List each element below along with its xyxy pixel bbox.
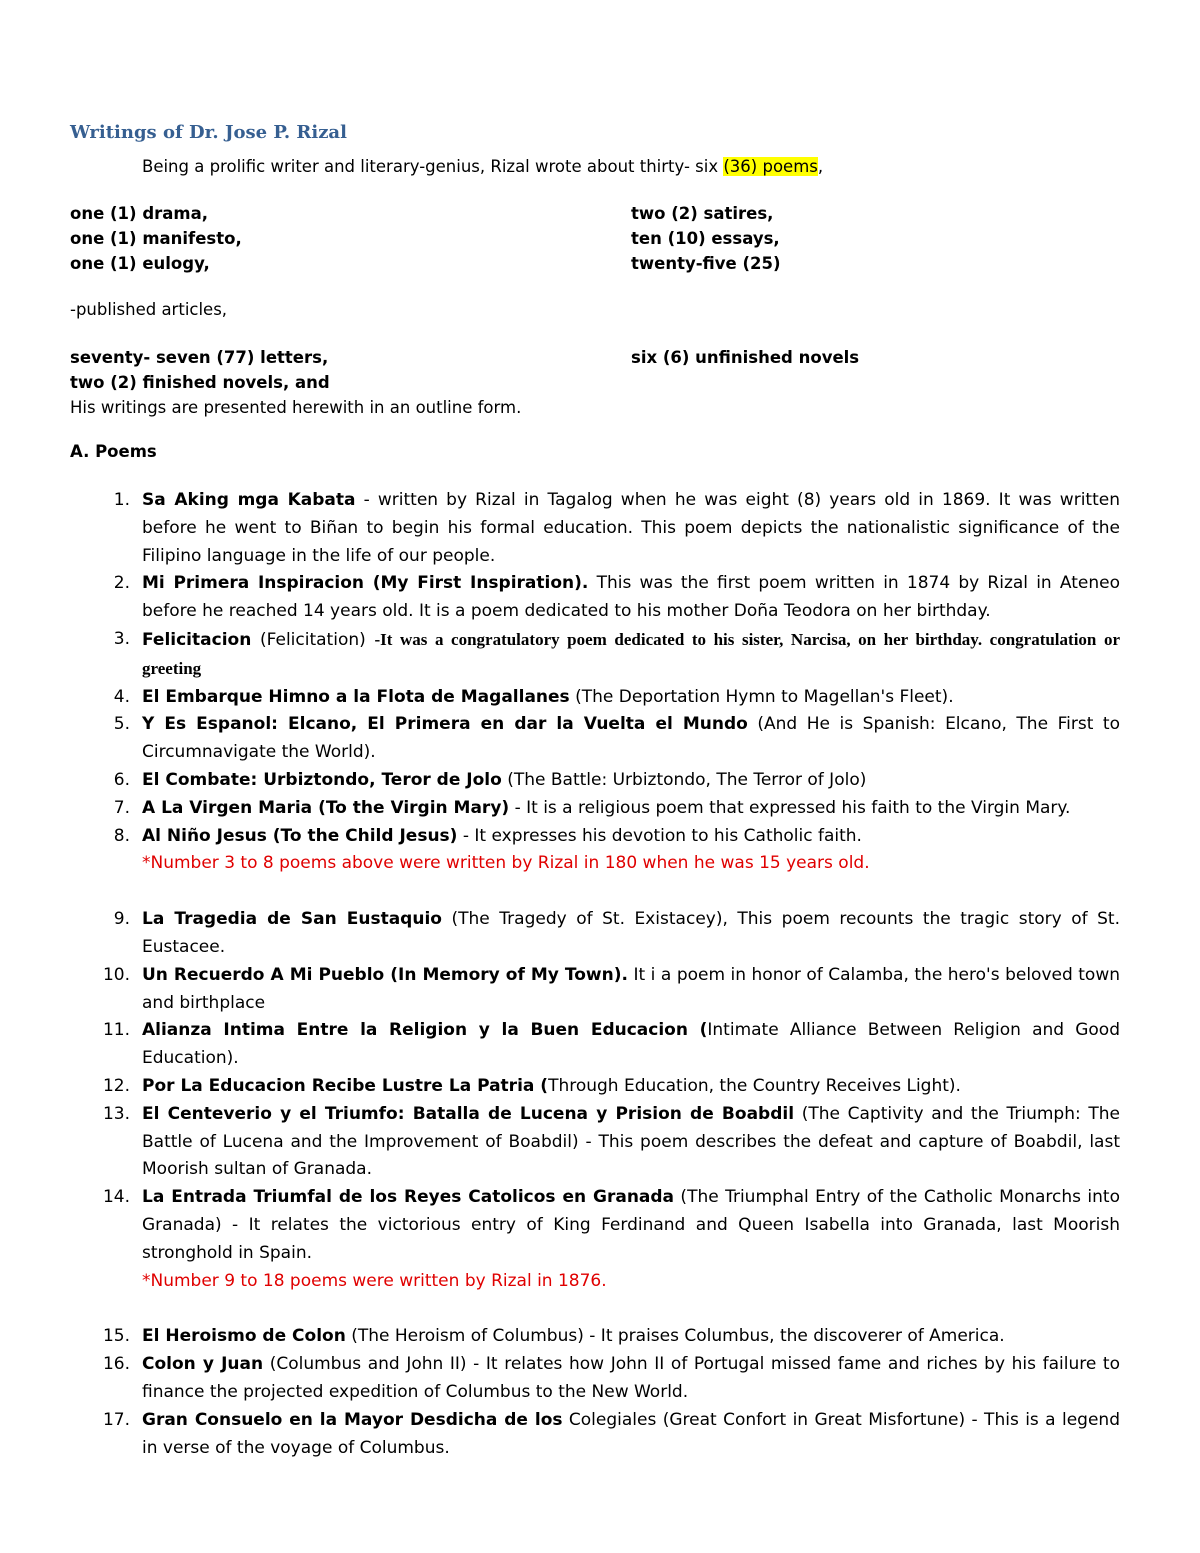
poem-desc: Through Education, the Country Receives Light). <box>548 1075 961 1096</box>
red-note: *Number 9 to 18 poems were written by Rizal in 1876. <box>142 1270 607 1291</box>
poem-title: Al Niño Jesus (To the Child Jesus) <box>142 825 458 846</box>
poem-title: El Heroismo de Colon <box>142 1326 346 1347</box>
poem-desc: (Felicitation) <box>251 629 375 650</box>
work-item: six (6) unfinished novels <box>631 348 860 367</box>
outline-note: His writings are presented herewith in an outline form. <box>70 398 522 417</box>
poem-desc: Intimate Alliance Between Religion and Good Education). <box>142 1020 1120 1069</box>
poem-title: Sa Aking mga Kabata <box>142 490 356 510</box>
poem-title: Felicitacion <box>142 629 252 650</box>
poem-desc: (The Deportation Hymn to Magellan's Fleet). <box>569 686 954 707</box>
poem-title: Un Recuerdo A Mi Pueblo (In Memory of My Town). <box>142 964 628 985</box>
works2-left-column <box>70 345 521 420</box>
poem-title: Gran Consuelo en la Mayor Desdicha de los <box>142 1409 563 1430</box>
poem-desc: (The Captivity and the Triumph: The Battle of Lucena and the Improvement of Boabdil) - This poem describes the defeat and capture of Boabdil, last Moorish sultan of Granada. <box>142 1103 1121 1180</box>
poem-desc: (Columbus and John II) - It relates how John II of Portugal missed fame and riches by his failure to finance the projected expedition of Columbus to the New World. <box>142 1354 1120 1402</box>
list-item: 2. Mi Primera Inspiracion (My First Inspiration). This was the first poem written in 1874 by Rizal in Ateneo before he reached 14 years old. It is a poem dedicated to his mother Doña Teodora on her birthday. <box>113 573 1120 622</box>
poem-desc: (The Triumphal Entry of the Catholic Monarchs into Granada) - It relates the victorious entry of King Ferdinand and Queen Isabella into Granada, last Moorish stronghold in Spain. <box>142 1187 1120 1263</box>
poem-desc-bold: -It was a congratulatory poem dedicated to his sister, Narcisa, on her birthday. congratulation or greeting <box>142 629 1120 678</box>
works2-right-column <box>631 345 859 370</box>
work-item: one (1) manifesto, <box>70 229 242 248</box>
list-item: 17. Gran Consuelo en la Mayor Desdicha de los Colegiales (Great Confort in Great Misfortune) - This is a legend in verse of the voyage of Columbus. <box>102 1409 1120 1458</box>
list-item: 15. El Heroismo de Colon (The Heroism of Columbus) - It praises Columbus, the discoverer of America. <box>102 1326 1005 1347</box>
list-item: 13. El Centeverio y el Triumfo: Batalla de Lucena y Prision de Boabdil (The Captivity and the Triumph: The Battle of Lucena and the Improvement of Boabdil) - This poem describes the defeat and capture of Boabdil, last Moorish sultan of Granada. <box>102 1103 1121 1180</box>
poem-desc: - It expresses his devotion to his Catholic faith. <box>457 825 862 846</box>
poem-desc: This was the first poem written in 1874 by Rizal in Ateneo before he reached 14 years old. It is a poem dedicated to his mother Doña Teodora on her birthday. <box>142 573 1120 622</box>
highlighted-poems: (36) poems <box>723 157 818 176</box>
poem-title: Alianza Intima Entre la Religion y la Buen Educacion ( <box>142 1020 708 1041</box>
published-articles: -published articles, <box>70 300 228 319</box>
list-item: 1. Sa Aking mga Kabata - written by Rizal in Tagalog when he was eight (8) years old in 1869. It was written before he went to Biñan to begin his formal education. This poem depicts the nationalistic significance of the Filipino language in the life of our people. <box>113 490 1120 566</box>
list-item: 8. Al Niño Jesus (To the Child Jesus) - It expresses his devotion to his Catholic faith. <box>113 825 862 846</box>
list-item: 9. La Tragedia de San Eustaquio (The Tragedy of St. Existacey), This poem recounts the tragic story of St. Eustacee. <box>113 909 1120 957</box>
poem-title: Y Es Espanol: Elcano, El Primera en dar la Vuelta el Mundo <box>142 714 748 735</box>
poem-desc: It i a poem in honor of Calamba, the hero's beloved town and birthplace <box>142 964 1121 1013</box>
list-item: 7. A La Virgen Maria (To the Virgin Mary) - It is a religious poem that expressed his faith to the Virgin Mary. <box>113 797 1071 818</box>
list-item: 12. Por La Educacion Recibe Lustre La Patria (Through Education, the Country Receives Light). <box>102 1075 961 1096</box>
work-item: two (2) finished novels, and <box>70 373 330 392</box>
work-item: seventy- seven (77) letters, <box>70 348 329 367</box>
list-item: 6. El Combate: Urbiztondo, Teror de Jolo (The Battle: Urbiztondo, The Terror of Jolo) <box>113 769 867 790</box>
poem-title: El Embarque Himno a la Flota de Magallanes <box>142 686 570 707</box>
poem-title: La Entrada Triumfal de los Reyes Catolicos en Granada <box>142 1187 675 1208</box>
poems-list <box>70 487 1120 1462</box>
poem-desc: (The Battle: Urbiztondo, The Terror of Jolo) <box>501 769 867 790</box>
works-left-column <box>70 201 242 276</box>
list-item: 4. El Embarque Himno a la Flota de Magallanes (The Deportation Hymn to Magellan's Fleet). <box>113 686 954 707</box>
poem-title: Por La Educacion Recibe Lustre La Patria ( <box>142 1075 549 1096</box>
list-item: 11. Alianza Intima Entre la Religion y la Buen Educacion (Intimate Alliance Between Religion and Good Education). <box>102 1020 1120 1069</box>
work-item: two (2) satires, <box>631 204 774 223</box>
work-item: one (1) drama, <box>70 204 209 223</box>
red-note: *Number 3 to 8 poems above were written by Rizal in 180 when he was 15 years old. <box>142 853 870 874</box>
poem-desc: - It is a religious poem that expressed his faith to the Virgin Mary. <box>509 797 1071 818</box>
poem-title: Mi Primera Inspiracion (My First Inspiration). <box>142 573 589 594</box>
poem-title: El Combate: Urbiztondo, Teror de Jolo <box>142 769 502 790</box>
works-right-column <box>631 201 781 276</box>
work-item: ten (10) essays, <box>631 229 780 248</box>
intro-text: Being a prolific writer and literary-genius, Rizal wrote about thirty- six <box>142 157 724 176</box>
poem-title: Colon y Juan <box>142 1354 264 1375</box>
poem-desc: Colegiales (Great Confort in Great Misfortune) - This is a legend in verse of the voyage of Columbus. <box>142 1409 1120 1458</box>
list-item: 16. Colon y Juan (Columbus and John II) - It relates how John II of Portugal missed fame and riches by his failure to finance the projected expedition of Columbus to the New World. <box>102 1354 1120 1402</box>
work-item: twenty-five (25) <box>631 254 781 273</box>
work-item: one (1) eulogy, <box>70 254 210 273</box>
poem-title: El Centeverio y el Triumfo: Batalla de Lucena y Prision de Boabdil <box>142 1103 795 1124</box>
intro-end: , <box>817 157 824 176</box>
poem-title: La Tragedia de San Eustaquio <box>142 909 442 930</box>
poem-desc: (And He is Spanish: Elcano, The First to Circumnavigate the World). <box>142 714 1120 763</box>
list-item: 3. Felicitacion (Felicitation) -It was a congratulatory poem dedicated to his sister, Narcisa, on her birthday. congratulation or greeting <box>113 628 1120 678</box>
list-item: 14. La Entrada Triumfal de los Reyes Catolicos en Granada (The Triumphal Entry of the Catholic Monarchs into Granada) - It relates the victorious entry of King Ferdinand and Queen Isabella into Granada, last Moorish stronghold in Spain. <box>102 1187 1120 1263</box>
intro-paragraph <box>142 157 823 176</box>
poem-desc: (The Heroism of Columbus) - It praises Columbus, the discoverer of America. <box>345 1326 1005 1347</box>
section-heading-poems: A. Poems <box>70 442 157 461</box>
list-item: 10. Un Recuerdo A Mi Pueblo (In Memory of My Town). It i a poem in honor of Calamba, the hero's beloved town and birthplace <box>102 964 1121 1013</box>
poem-desc: (The Tragedy of St. Existacey), This poem recounts the tragic story of St. Eustacee. <box>142 909 1120 957</box>
list-item: 5. Y Es Espanol: Elcano, El Primera en dar la Vuelta el Mundo (And He is Spanish: Elcano, The First to Circumnavigate the World). <box>113 714 1120 763</box>
poem-desc: - written by Rizal in Tagalog when he was eight (8) years old in 1869. It was written before he went to Biñan to begin his formal education. This poem depicts the nationalistic significance of the Filipino language in the life of our people. <box>142 490 1120 566</box>
page-title: Writings of Dr. Jose P. Rizal <box>70 122 347 143</box>
poem-title: A La Virgen Maria (To the Virgin Mary) <box>142 797 510 818</box>
